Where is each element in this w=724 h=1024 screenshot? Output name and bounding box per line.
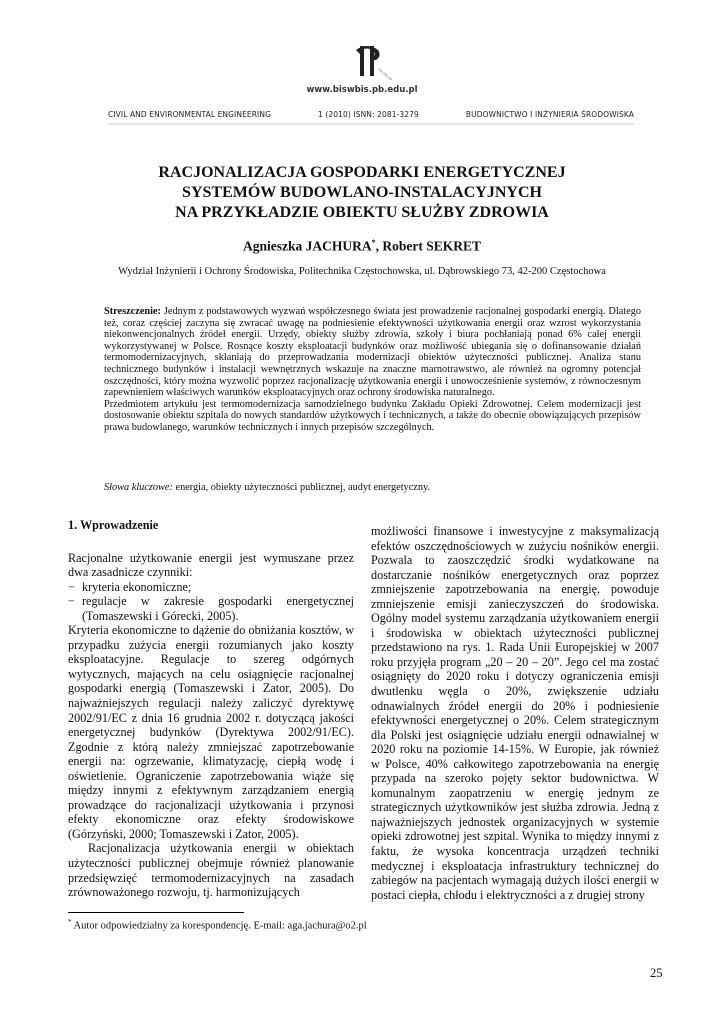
footnote-text: Autor odpowiedzialny za korespondencję. E-mail: aga.jachura@o2.pl	[71, 920, 367, 932]
journal-issue-issn: 1 (2010) ISNN: 2081-3279	[318, 109, 419, 119]
author-2: Robert SEKRET	[382, 238, 482, 254]
university-logo	[352, 42, 392, 80]
title-line-3: NA PRZYKŁADZIE OBIEKTU SŁUŻBY ZDROWIA	[175, 204, 549, 221]
bullet-mark: −	[68, 594, 75, 609]
university-logo-icon	[352, 42, 392, 80]
keywords-text: energia, obiekty użyteczności publicznej, audyt energetyczny.	[172, 482, 431, 493]
abstract	[104, 306, 641, 434]
page-number: 25	[650, 966, 663, 980]
footnote	[68, 918, 367, 932]
author-separator: ,	[375, 238, 383, 254]
section-heading: 1. Wprowadzenie	[68, 518, 159, 532]
footnote-mark: *	[68, 918, 72, 926]
left-column	[68, 518, 354, 900]
keywords	[104, 482, 641, 493]
journal-header-strip	[108, 106, 634, 122]
body-paragraph: możliwości finansowe i inwestycyjne z maksymalizacją efektów oszczędnościowych w zużyciu nośników energii. Pozwala to zaoszczędzić środki wydatkowane na dostarczanie nośników energetycznych oraz poprzez zmniejszenie zapotrzebowania na energię, powoduje zmniejszenie emisji zanieczyszczeń do środowiska. Ogólny model systemu zarządzania użytkowaniem energii i środowiska w obiektach użyteczności publicznej przedstawiono na rys. 1. Rada Unii Europejskiej w 2007 roku przyjęła program „20 – 20 – 20”. Jego cel ma zostać osiągnięty do 2020 roku i dotyczy ograniczenia emisji dwutlenku węgla o 20%, zwiększenie udziału odnawialnych źródeł energii do 20% i podniesienie efektywności energetycznej o 20%. Celem strategicznym dla Polski jest osiągnięcie udziału energii odnawialnej w 2020 roku na poziomie 14-15%. W Europie, jak również w Polsce, 40% całkowitego zapotrzebowania na energię przypada na szeroko pojęty sektor budownictwa. W komunalnym zaopatrzeniu w energię jednym ze strategicznych użytkowników jest służba zdrowia. Jedną z najważniejszych jednostek organizacyjnych w systemie opieki zdrowotnej jest szpital. Wynika to między innymi z faktu, że wysoka koncentracja urządzeń techniki medycznej i eksploatacja infrastruktury technicznej do zabiegów na pacjentach wymagają dużych ilości energii w postaci ciepła, chłodu i elektryczności a z drugiej strony	[371, 524, 659, 902]
keywords-label: Słowa kluczowe:	[104, 482, 173, 493]
paper-title	[80, 163, 644, 223]
right-column	[371, 524, 659, 902]
title-line-1: RACJONALIZACJA GOSPODARKI ENERGETYCZNEJ	[158, 164, 566, 181]
body-paragraph: Kryteria ekonomiczne to dążenie do obniżania kosztów, w przypadku zużycia energii rozumianych jako koszty eksploatacyjne. Regulacje to szereg odgórnych wytycznych, mających na celu osiągnięcie racjonalnej gospodarki energią (Tomaszewski i Zator, 2005). Do najważniejszych regulacji należy zaliczyć dyrektywę 2002/91/EC z dnia 16 grudnia 2002 r. dotyczącą jakości energetycznej budynków (Dyrektywa 2002/91/EC). Zgodnie z którą należy zmniejszać zapotrzebowanie energii na: ogrzewanie, klimatyzację, ciepłą wodę i oświetlenie. Ograniczenie zapotrzebowania wiąże się między innymi z efektywnym zarządzaniem energią prowadzące do racjonalizacji użytkowania i przynosi efekty ekonomiczne oraz efekty środowiskowe (Górzyński, 2000; Tomaszewski i Zator, 2005).	[68, 623, 354, 841]
journal-name-en: CIVIL AND ENVIRONMENTAL ENGINEERING	[108, 109, 271, 119]
author-1: Agnieszka JACHURA	[242, 238, 372, 254]
footnote-rule	[68, 912, 244, 913]
journal-name-pl: BUDOWNICTWO I INŻYNIERIA ŚRODOWISKA	[465, 109, 634, 119]
list-item	[68, 580, 354, 595]
list-item-text: kryteria ekonomiczne;	[82, 579, 192, 594]
body-paragraph: Racjonalizacja użytkowania energii w obiektach użyteczności publicznej obejmuje również planowanie przedsięwzięć termomodernizacyjnych na zasadach zrównoważonego rozwoju, tj. harmonizujących	[68, 841, 354, 900]
logo-lettering	[377, 68, 392, 80]
abstract-label: Streszczenie:	[104, 306, 161, 317]
affiliation: Wydział Inżynierii i Ochrony Środowiska, Politechnika Częstochowska, ul. Dąbrowskiego 73, 42-200 Częstochowa	[118, 266, 606, 277]
intro-paragraph: Racjonalne użytkowanie energii jest wymuszane przez dwa zasadnicze czynniki:	[68, 550, 354, 580]
list-item-text: regulacje w zakresie gospodarki energetycznej (Tomaszewski i Górecki, 2005).	[82, 594, 354, 623]
abstract-paragraph-1	[104, 306, 641, 399]
corresponding-author-mark: *	[371, 238, 376, 247]
list-item	[68, 594, 354, 623]
title-line-2: SYSTEMÓW BUDOWLANO-INSTALACYJNYCH	[182, 184, 542, 201]
header-divider	[108, 123, 634, 125]
journal-url[interactable]: www.biswbis.pb.edu.pl	[306, 85, 418, 95]
bullet-mark: −	[68, 579, 75, 594]
abstract-text-1: Jednym z podstawowych wyzwań współczesnego świata jest prowadzenie racjonalnej gospodarki energią. Dlatego też, coraz częściej zaczyna się zwracać uwagę na podniesienie efektywności użytkowania energii oraz wzrost wykorzystania niekonwencjonalnych źródeł energii. Urzędy, obiekty służby zdrowia, szkoły i biura pochłaniają ponad 6% całej energii wykorzystywanej w Polsce. Rosnące koszty eksploatacji budynków oraz możliwość ubiegania się o dofinansowanie działań termomodernizacyjnych, skłaniają do przeprowadzania modernizacji obiektów użyteczności publicznej. Analiza stanu technicznego budynków i instalacji wewnętrznych wskazuje na znaczne marnotrawstwo, ale również na ogromny potencjał oszczędności, który można wyzwolić poprzez racjonalizację użytkowania energii i unowocześnienie systemów, z równoczesnym zapewnieniem właściwych warunków eksploatacyjnych oraz ochrony środowiska naturalnego.	[104, 306, 641, 399]
abstract-paragraph-2: Przedmiotem artykułu jest termomodernizacja samodzielnego budynku Zakładu Opieki Zdrowotnej. Celem modernizacji jest dostosowanie obiektu szpitala do nowych standardów użytkowych i technicznych, a także do obecnie obowiązujących przepisów prawa budowlanego, warunków technicznych i innych przepisów szczególnych.	[104, 398, 641, 433]
authors	[80, 238, 644, 255]
